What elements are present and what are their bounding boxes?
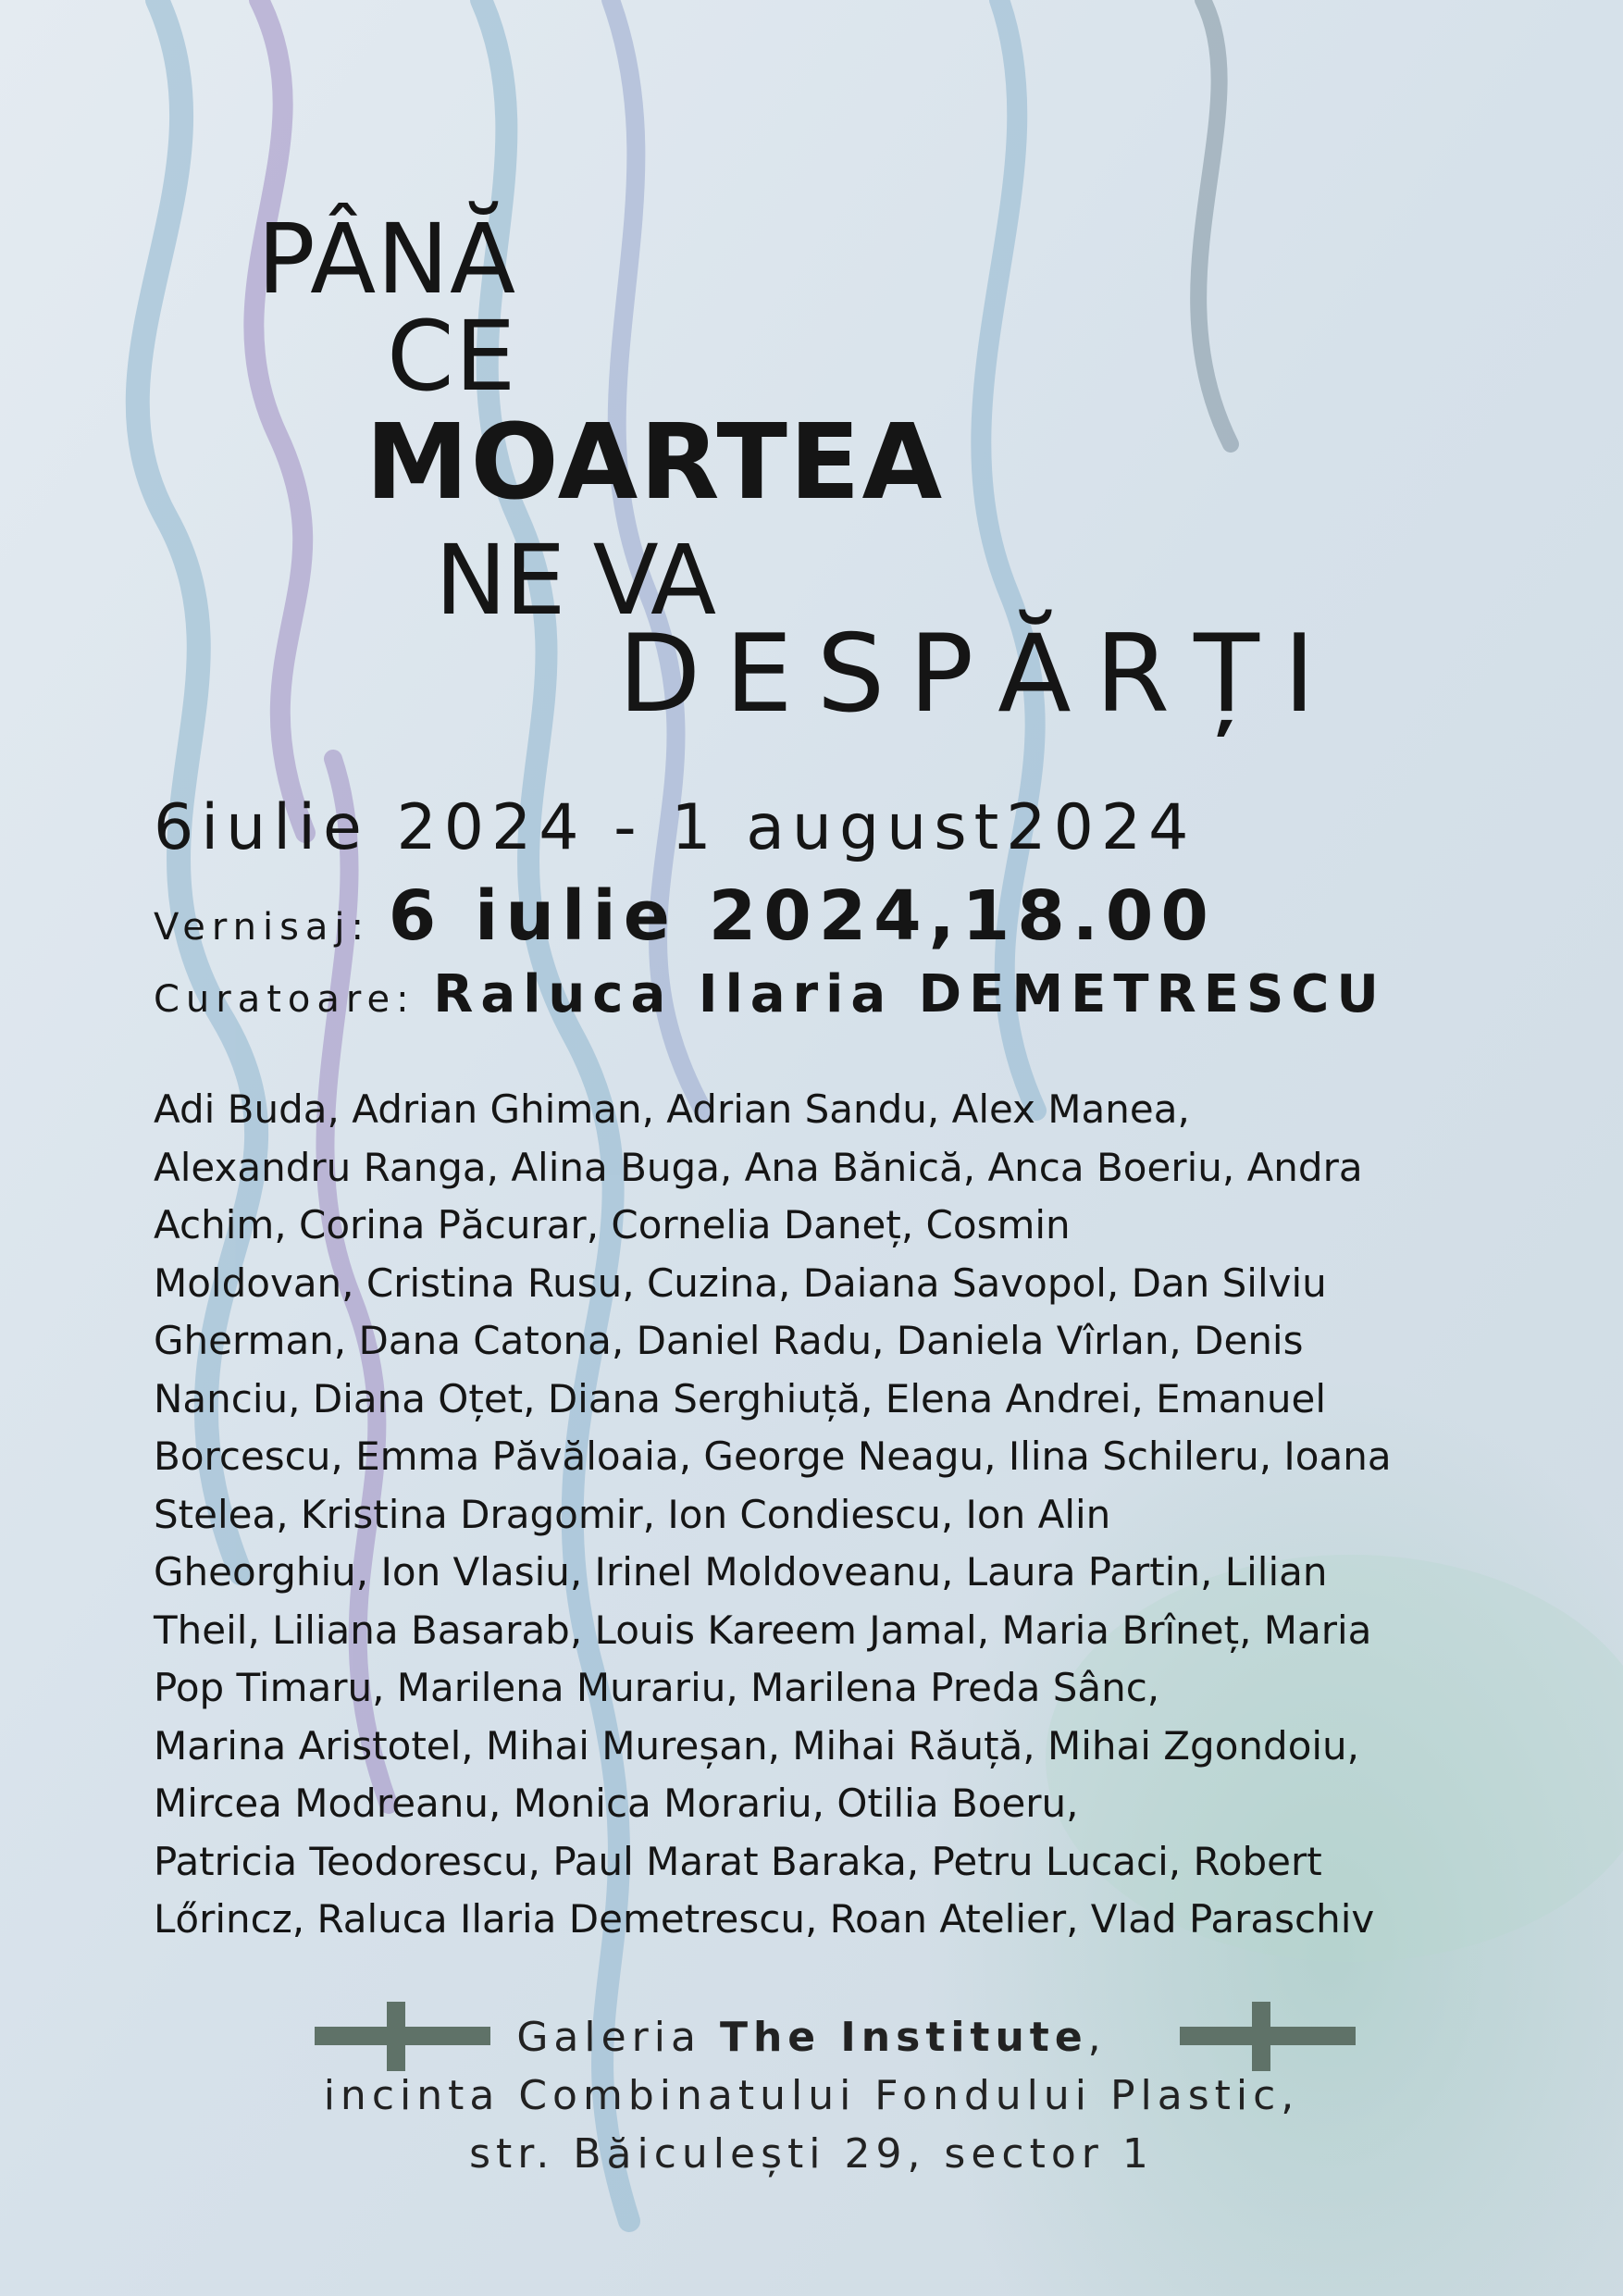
artists-line: Nanciu, Diana Oțet, Diana Serghiuță, Elena Andrei, Emanuel — [154, 1375, 1327, 1421]
vernisaj-label: Vernisaj: — [154, 906, 371, 949]
venue-suffix: , — [1087, 2014, 1107, 2061]
artists-line: Lőrincz, Raluca Ilaria Demetrescu, Roan Atelier, Vlad Paraschiv — [154, 1896, 1375, 1942]
curator-label: Curatoare: — [154, 978, 415, 1021]
artists-line: Marina Aristotel, Mihai Mureșan, Mihai Răuță, Mihai Zgondoiu, — [154, 1722, 1360, 1769]
venue-line-3: str. Băiculești 29, sector 1 — [469, 2130, 1154, 2178]
artists-line: Stelea, Kristina Dragomir, Ion Condiescu, Ion Alin — [154, 1491, 1111, 1537]
venue-address — [0, 2008, 1623, 2183]
exhibition-dates: 6iulie 2024 - 1 august2024 — [154, 791, 1196, 864]
title-line-1: PÂNĂ — [257, 203, 517, 316]
artists-line: Gherman, Dana Catona, Daniel Radu, Daniela Vîrlan, Denis — [154, 1318, 1304, 1363]
artists-line: Adi Buda, Adrian Ghiman, Adrian Sandu, Alex Manea, — [154, 1086, 1190, 1132]
title-line-3: MOARTEA — [365, 403, 945, 523]
venue-prefix: Galeria — [516, 2014, 720, 2061]
artists-line: Achim, Corina Păcurar, Cornelia Daneț, Cosmin — [154, 1202, 1071, 1247]
curator-value: Raluca Ilaria DEMETRESCU — [433, 964, 1386, 1024]
artists-line: Gheorghiu, Ion Vlasiu, Irinel Moldoveanu, Laura Partin, Lilian — [154, 1549, 1328, 1595]
title-line-4: NE VA — [435, 524, 715, 637]
title-line-5: DESPĂRȚI — [618, 612, 1340, 737]
artists-line: Patricia Teodorescu, Paul Marat Baraka, Petru Lucaci, Robert — [154, 1838, 1322, 1884]
artists-list — [154, 1081, 1532, 1949]
venue-line-1 — [0, 2008, 1623, 2066]
artists-line: Moldovan, Cristina Rusu, Cuzina, Daiana Savopol, Dan Silviu — [154, 1260, 1327, 1306]
artists-line: Mircea Modreanu, Monica Morariu, Otilia Boeru, — [154, 1781, 1079, 1826]
venue-line-2: incinta Combinatului Fondului Plastic, — [323, 2072, 1300, 2119]
title-line-2: CE — [387, 300, 517, 413]
vernisaj-line — [154, 876, 1216, 960]
artists-line: Borcescu, Emma Păvăloaia, George Neagu, Ilina Schileru, Ioana — [154, 1433, 1392, 1479]
artists-line: Pop Timaru, Marilena Murariu, Marilena Preda Sânc, — [154, 1665, 1160, 1710]
artists-line: Alexandru Ranga, Alina Buga, Ana Bănică, Anca Boeriu, Andra — [154, 1144, 1363, 1190]
vernisaj-value: 6 iulie 2024,18.00 — [388, 876, 1216, 956]
artists-line: Theil, Liliana Basarab, Louis Kareem Jamal, Maria Brîneț, Maria — [154, 1607, 1372, 1653]
curator-line — [154, 962, 1386, 1032]
venue-name: The Institute — [719, 2014, 1088, 2061]
